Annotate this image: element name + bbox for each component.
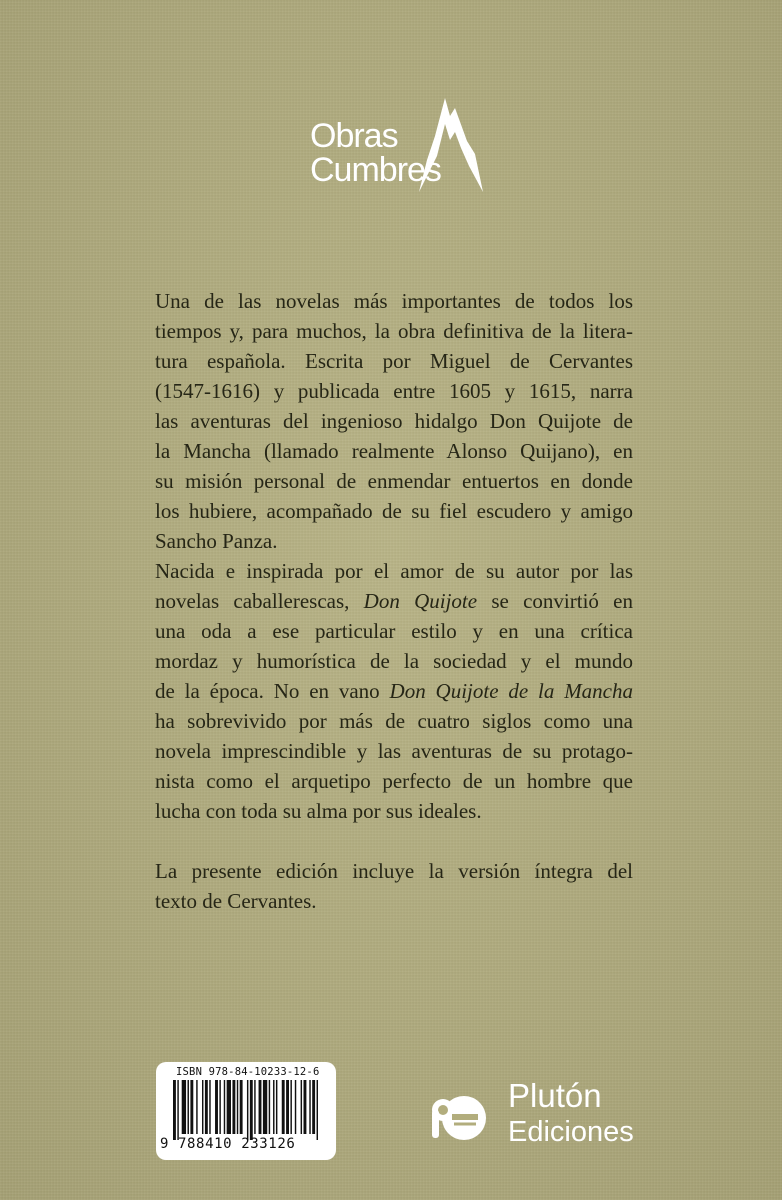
publisher-logo: [430, 1076, 650, 1156]
barcode-bar: [286, 1080, 289, 1134]
barcode-bar: [282, 1080, 285, 1134]
barcode-first-digit: 9: [160, 1136, 169, 1152]
barcode-bar: [254, 1080, 255, 1134]
barcode-bar: [312, 1080, 315, 1134]
barcode-bar: [263, 1080, 267, 1134]
blurb-line: La presente edición incluye la versión íntegra del: [155, 859, 633, 883]
blurb-line: tiempos y, para muchos, la obra definitiva de la litera-: [155, 319, 633, 343]
barcode-bar: [317, 1080, 318, 1140]
blurb-text: de la época. No en vano: [155, 679, 390, 703]
blurb-line: Una de las novelas más importantes de todos los: [155, 289, 633, 313]
blurb-text: se convirtió en: [477, 589, 633, 613]
blurb-line: (1547-1616) y publicada entre 1605 y 1615, narra: [155, 379, 633, 403]
book-title-italic: Don Quijote: [363, 589, 478, 613]
barcode-bar: [202, 1080, 203, 1134]
series-logo-line1: Obras: [310, 117, 398, 155]
barcode-bar: [290, 1080, 291, 1134]
paragraph-gap: [155, 826, 633, 856]
blurb-line: su misión personal de enmendar entuertos en donde: [155, 469, 633, 493]
series-logo: [310, 96, 490, 206]
blurb-line: mordaz y humorística de la sociedad y el mundo: [155, 649, 633, 673]
blurb-line: los hubiere, acompañado de su fiel escudero y amigo: [155, 499, 633, 523]
isbn-barcode: [156, 1062, 336, 1160]
barcode-bar: [240, 1080, 243, 1134]
barcode-bar: [173, 1080, 176, 1140]
blurb-line-with-title: [155, 676, 633, 706]
barcode-bar: [309, 1080, 310, 1134]
barcode-bar: [215, 1080, 218, 1134]
blurb-line: una oda a ese particular estilo y en una crítica: [155, 619, 633, 643]
blurb-text: novelas caballerescas,: [155, 589, 364, 613]
barcode-bar: [177, 1080, 178, 1140]
blurb-line: ha sobrevivido por más de cuatro siglos como una: [155, 709, 633, 733]
barcode-bar: [196, 1080, 197, 1134]
blurb-line: tura española. Escrita por Miguel de Cervantes: [155, 349, 633, 373]
barcode-bar: [250, 1080, 253, 1140]
publisher-subtitle: Ediciones: [508, 1116, 634, 1148]
blurb-line: la Mancha (llamado realmente Alonso Quijano), en: [155, 439, 633, 463]
blurb-line: nista como el arquetipo perfecto de un hombre que: [155, 769, 633, 793]
barcode-bar: [205, 1080, 208, 1134]
barcode-bar: [247, 1080, 248, 1140]
blurb-line: las aventuras del ingenioso hidalgo Don Quijote de: [155, 409, 633, 433]
barcode-bar: [232, 1080, 235, 1134]
barcode-bar: [259, 1080, 262, 1134]
barcode-bar: [269, 1080, 270, 1134]
barcode-bar: [182, 1080, 186, 1134]
blurb-line: novela imprescindible y las aventuras de su protago-: [155, 739, 633, 763]
barcode-bar: [219, 1080, 220, 1134]
blurb-line: Sancho Panza.: [155, 529, 278, 553]
barcode-bar: [224, 1080, 225, 1134]
barcode-bar: [295, 1080, 296, 1134]
book-title-italic: Don Quijote de la Mancha: [389, 679, 634, 703]
barcode-bar: [188, 1080, 189, 1134]
barcode-bar: [209, 1080, 210, 1134]
blurb-line: Nacida e inspirada por el amor de su autor por las: [155, 559, 633, 583]
barcode-bar: [227, 1080, 231, 1134]
barcode-bars: [172, 1080, 328, 1140]
barcode-bar: [190, 1080, 193, 1134]
publisher-name: Plutón: [508, 1077, 602, 1114]
barcode-bar: [301, 1080, 302, 1134]
barcode-bar: [273, 1080, 274, 1134]
series-logo-line2: Cumbres: [310, 151, 441, 189]
barcode-digits: 788410 233126: [178, 1136, 296, 1152]
isbn-label: ISBN 978-84-10233-12-6: [176, 1066, 320, 1078]
barcode-bar: [276, 1080, 277, 1134]
blurb-line: texto de Cervantes.: [155, 889, 317, 913]
barcode-bar: [304, 1080, 307, 1134]
blurb-line: lucha con toda su alma por sus ideales.: [155, 799, 482, 823]
back-cover-blurb: [155, 286, 633, 916]
pe-monogram-icon: [430, 1088, 490, 1148]
blurb-line-with-title: [155, 586, 633, 616]
barcode-bar: [237, 1080, 238, 1134]
